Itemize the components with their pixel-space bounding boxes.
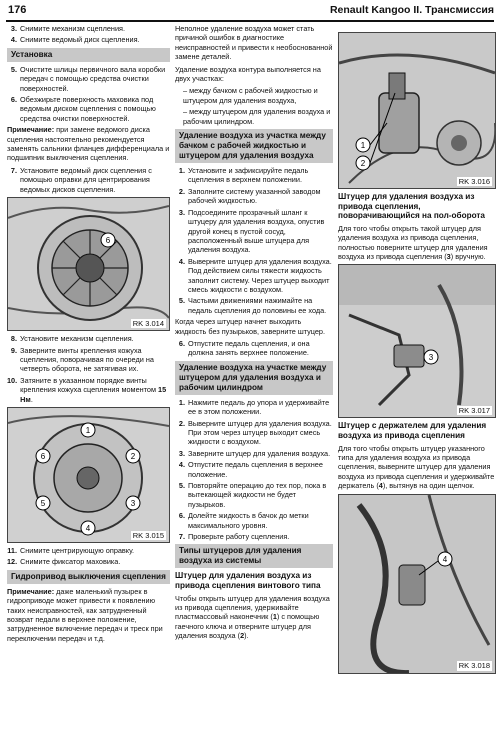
- note-paragraph: Примечание: при замене ведомого диска сцепления настоятельно рекомендуется заменять сальники фланцев дифференциала и подшипник выключения сцепления.: [7, 125, 170, 163]
- paragraph: Чтобы открыть штуцер для удаления воздуха из привода сцепления, удерживайте пластмассовый наконечник (1) с помощью гаечного ключа и отверните штуцер для удаления воздуха (2).: [175, 593, 330, 641]
- figure-caption: RK 3.017: [458, 406, 490, 415]
- figure-callout-3: 3: [428, 353, 434, 363]
- clutch-cover-drawing: [8, 408, 169, 542]
- section-heading-bleed-cylinder: Удаление воздуха на участке между штуцером для удаления воздуха и рабочим цилиндром: [175, 361, 333, 395]
- figure-callout-5: 5: [40, 498, 46, 508]
- list-item: 10. Затяните в указанном порядке винты крепления кожуха сцепления моментом 15 Нм.: [7, 375, 167, 404]
- figure-callout-1: 1: [360, 141, 366, 150]
- subheading-holder-bleeder: Штуцер с держателем для удаления воздуха из привода сцепления: [338, 421, 487, 440]
- subheading-screw-bleeder: Штуцер для удаления воздуха из привода сцепления винтового типа: [175, 571, 321, 591]
- list-item: 3. Снимите механизм сцепления.: [10, 24, 126, 33]
- figure-caption: RK 3.018: [458, 661, 490, 671]
- figure-callout-4: 4: [85, 523, 91, 533]
- figure-half-turn-bleeder: [338, 264, 496, 418]
- figure-callout-3: 3: [130, 498, 136, 508]
- paragraph: Неполное удаление воздуха может стать причиной ошибок в диагностике неисправностей и привести к необоснованной замене деталей.: [175, 24, 333, 62]
- section-heading-bleed-reservoir: Удаление воздуха из участка между бачком с рабочей жидкостью и штуцером для удаления воздуха: [175, 129, 333, 163]
- list-item: 6. Долейте жидкость в бачок до метки максимального уровня.: [178, 511, 309, 530]
- figure-screw-bleeder: [338, 32, 496, 189]
- clutch-disc-drawing: [8, 198, 169, 330]
- paragraph: Удаление воздуха контура выполняется на двух участках:: [175, 64, 321, 84]
- list-item: 4. Отпустите педаль сцепления в верхнее положение.: [178, 460, 323, 479]
- column-left: [7, 24, 170, 646]
- column-right: [338, 24, 496, 677]
- list-item: 4. Снимите ведомый диск сцепления.: [10, 35, 140, 45]
- list-item: 4. Выверните штуцер для удаления воздуха. Под действием силы тяжести жидкость заполнит систему. Через штуцер выходит смесь жидкости с воздухом.: [178, 256, 332, 294]
- column-middle: [175, 24, 333, 644]
- list-item: 1. Установите и зафиксируйте педаль сцепления в верхнем положении.: [178, 166, 309, 185]
- figure-holder-bleeder: [338, 494, 496, 674]
- figure-callout-2: 2: [360, 159, 366, 168]
- page-number: 176: [8, 4, 27, 16]
- dash-list-item: – между штуцером для удаления воздуха и рабочим цилиндром.: [183, 107, 331, 126]
- figure-callout-6: 6: [105, 236, 111, 246]
- list-item: 11. Снимите центрирующую оправку.: [7, 545, 135, 555]
- list-item: 5. Повторяйте операцию до тех пор, пока в вытекающей жидкости не будет пузырьков.: [178, 481, 327, 509]
- header-rule: [6, 20, 494, 22]
- list-item: 2. Выверните штуцер для удаления воздуха. При этом через штуцер выходит смесь жидкости с воздухом.: [178, 418, 332, 447]
- figure-callout-2: 2: [130, 451, 136, 461]
- list-item: 5. Частыми движениями нажимайте на педаль сцепления до половины ее хода.: [178, 296, 327, 315]
- list-item: 1. Нажмите педаль до упора и удерживайте ее в этом положении.: [178, 397, 330, 417]
- dash-list-item: – между бачком с рабочей жидкостью и штуцером для удаления воздуха,: [183, 86, 318, 105]
- holder-bleeder-drawing: [339, 495, 495, 673]
- list-item: 6. Обезжирьте поверхность маховика под ведомым диском сцепления с помощью средства очистки поверхностей.: [10, 95, 156, 123]
- list-item: 2. Заполните систему указанной заводом рабочей жидкостью.: [178, 186, 321, 206]
- section-heading-bleeder-types: Типы штуцеров для удаления воздуха из системы: [175, 544, 333, 568]
- figure-clutch-cover: [7, 407, 170, 543]
- page-header-title: Renault Kangoo II. Трансмиссия: [329, 4, 494, 16]
- figure-caption: RK 3.015: [132, 530, 164, 540]
- note-paragraph: Примечание: даже маленький пузырек в гидроприводе может привести к появлению таких неисправностей, как затрудненный возврат педали в верхнее положение, затрудненное включение передач и треск при переключении передач и т.д.: [7, 586, 163, 643]
- list-item: 3. Заверните штуцер для удаления воздуха.: [178, 448, 331, 458]
- paragraph: Когда через штуцер начнет выходить жидкость без пузырьков, заверните штуцер.: [175, 317, 325, 336]
- list-item: 5. Очистите шлицы первичного вала коробки передач с помощью средства очистки поверхностей.: [10, 64, 166, 93]
- paragraph: Для того чтобы открыть штуцер указанного типа для удаления воздуха из привода сцепления, выверните штуцер для удаления воздуха из привода сцепления и удерживайте держатель (4), вытянув на один щелчок.: [338, 443, 495, 491]
- list-item: 3. Подсоедините прозрачный шланг к штуцеру для удаления воздуха, опустив другой конец в пустой сосуд, расположенный выше штуцера для удаления воздуха.: [178, 207, 325, 255]
- figure-clutch-disc: [7, 197, 170, 331]
- paragraph: Для того чтобы открыть такой штуцер для удаления воздуха из привода сцепления, полностью поверните штуцер для удаления воздуха из привода сцепления (3) вручную.: [338, 223, 488, 261]
- figure-callout-6: 6: [40, 451, 46, 461]
- figure-caption: RK 3.014: [132, 318, 164, 328]
- list-item: 9. Заверните винты крепления кожуха сцепления, поворачивая по очереди на четверть оборота, не затягивая их.: [10, 345, 154, 374]
- list-item: 8. Установите механизм сцепления.: [10, 334, 134, 344]
- list-item: 7. Проверьте работу сцепления.: [178, 532, 290, 542]
- list-item: 7. Установите ведомый диск сцепления с помощью оправки для центрирования ведомых дисков сцепления.: [10, 165, 152, 194]
- figure-callout-1: 1: [85, 425, 91, 435]
- section-heading-install: Установка: [7, 48, 170, 62]
- list-item: 12. Снимите фиксатор маховика.: [7, 557, 121, 567]
- subheading-half-turn-bleeder: Штуцер для удаления воздуха из привода сцепления, поворачивающийся на пол-оборота: [338, 192, 485, 221]
- section-heading-hydraulic: Гидропривод выключения сцепления: [7, 570, 170, 584]
- screw-bleeder-drawing: [339, 33, 495, 188]
- figure-callout-4: 4: [442, 554, 448, 564]
- figure-caption: RK 3.016: [458, 176, 490, 186]
- list-item: 6. Отпустите педаль сцепления, и она должна занять верхнее положение.: [178, 338, 310, 358]
- half-turn-bleeder-drawing: [339, 265, 495, 417]
- torque-value: 15 Нм: [20, 385, 167, 404]
